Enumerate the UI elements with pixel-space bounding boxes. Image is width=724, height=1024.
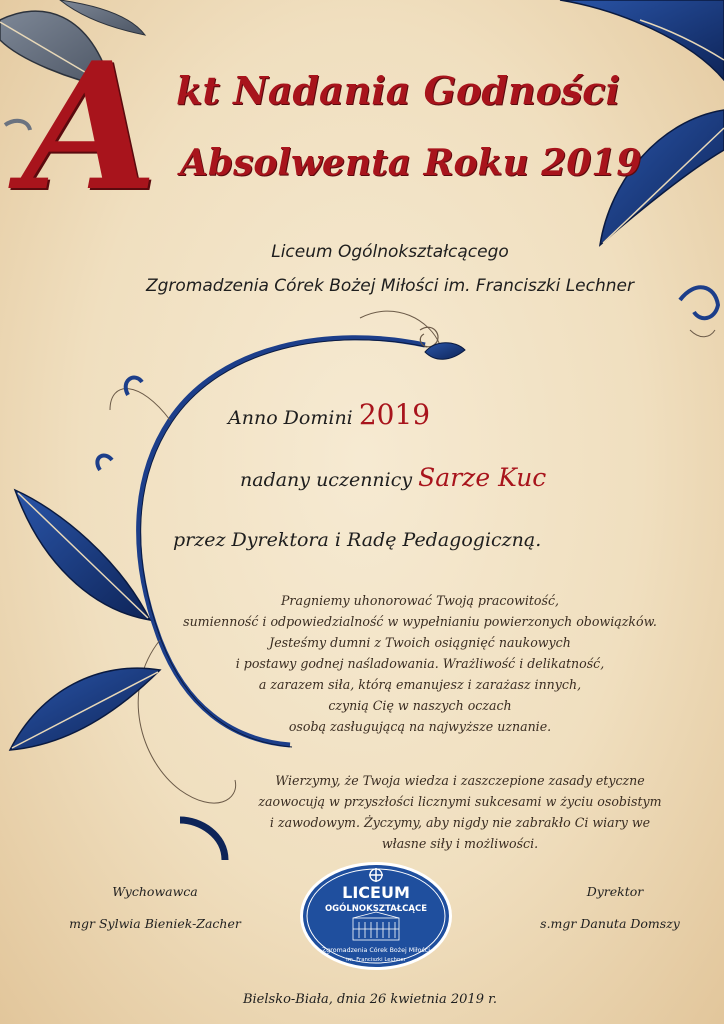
paragraph-1 [140, 590, 700, 737]
paragraph-2-line: zaowocują w przyszłości licznymi sukcesami w życiu osobistym [258, 794, 662, 809]
school-name-line-1: Liceum Ogólnokształcącego [271, 242, 509, 262]
paragraph-2-line: własne siły i możliwości. [381, 836, 539, 851]
left-signature-role: Wychowawca [112, 884, 198, 899]
logo-text-line-3: Zgromadzenia Córek Bożej Miłości [321, 947, 431, 954]
paragraph-2 [200, 770, 720, 854]
anno-year: 2019 [358, 398, 431, 431]
logo-text-line-1: LICEUM [342, 883, 410, 902]
anno-prefix: Anno Domini [228, 407, 353, 429]
awarded-line [240, 463, 546, 492]
school-name-line-2: Zgromadzenia Córek Bożej Miłości im. Franciszki Lechner [146, 276, 634, 296]
logo-text-line-2: OGÓLNOKSZTAŁCĄCE [324, 904, 428, 914]
place-and-date: Bielsko-Biała, dnia 26 kwietnia 2019 r. [242, 992, 498, 1007]
logo-text-line-4: im. Franciszki Lechner [346, 957, 406, 963]
awarded-prefix: nadany uczennicy [240, 469, 413, 491]
paragraph-2-line: Wierzymy, że Twoja wiedza i zaszczepione zasady etyczne [275, 773, 645, 788]
awarded-by-line: przez Dyrektora i Radę Pedagogiczną. [173, 529, 542, 551]
right-signature-role: Dyrektor [586, 884, 644, 899]
left-signature-name: mgr Sylwia Bieniek-Zacher [69, 916, 241, 931]
school-logo [298, 860, 454, 972]
paragraph-1-line: czynią Cię w naszych oczach [328, 698, 512, 713]
small-leaf-icon [425, 343, 465, 360]
paragraph-1-line: Pragniemy uhonorować Twoją pracowitość, [280, 593, 560, 608]
recipient-name: Sarze Kuc [418, 463, 547, 492]
paragraph-1-line: osobą zasługującą na najwyższe uznanie. [288, 719, 552, 734]
paragraph-1-line: a zarazem siła, którą emanujesz i zarażasz innych, [258, 677, 582, 692]
paragraph-1-line: Jesteśmy dumni z Twoich osiągnięć naukowych [269, 635, 571, 650]
title-line-1: kt Nadania Godności [176, 68, 620, 113]
paragraph-1-line: i postawy godnej naśladowania. Wrażliwość i delikatność, [235, 656, 605, 671]
title-initial: A [22, 25, 158, 230]
paragraph-1-line: sumienność i odpowiedzialność w wypełnianiu powierzonych obowiązków. [183, 614, 657, 629]
title-line-2: Absolwenta Roku 2019 [180, 142, 642, 184]
right-signature-name: s.mgr Danuta Domszy [540, 916, 680, 931]
anno-domini-line [228, 398, 430, 431]
paragraph-2-line: i zawodowym. Życzymy, aby nigdy nie zabrakło Ci wiary we [269, 815, 651, 830]
